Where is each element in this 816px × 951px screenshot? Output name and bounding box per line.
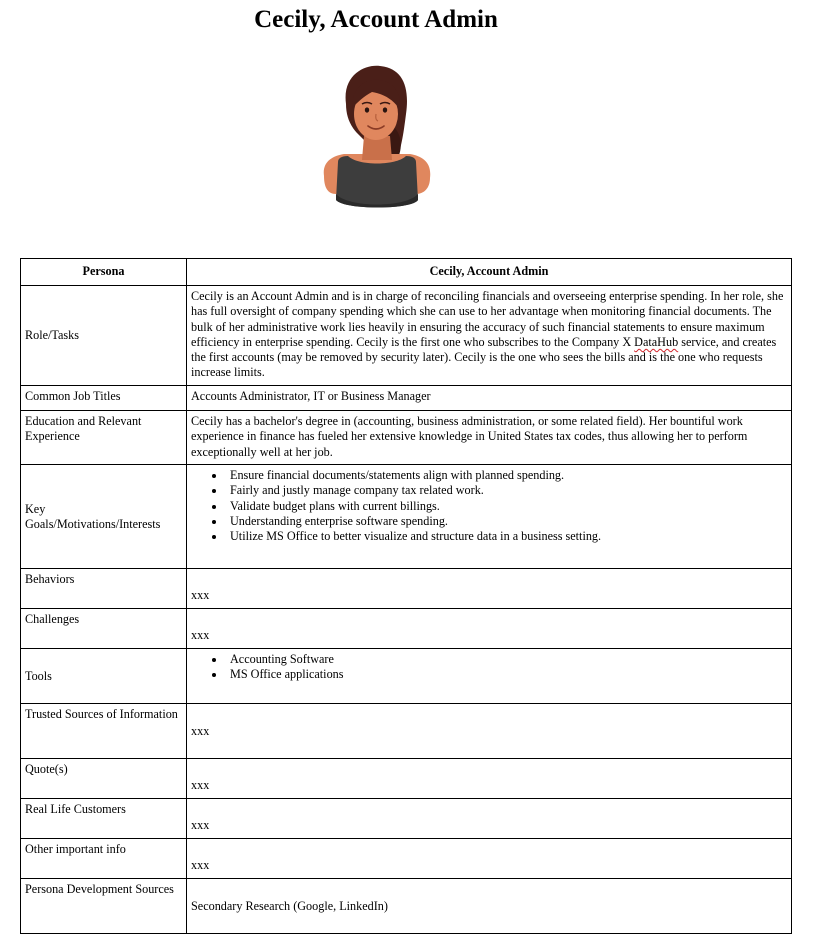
row-label: Behaviors (21, 569, 187, 609)
row-dev-sources (21, 879, 792, 934)
row-other-info (21, 839, 792, 879)
row-education (21, 411, 792, 465)
row-role-tasks (21, 286, 792, 386)
goals-list (191, 468, 787, 544)
row-value: xxx (187, 799, 792, 839)
list-item: • Fairly and justly manage company tax related work. (226, 483, 787, 498)
header-value-cell: Cecily, Account Admin (187, 259, 792, 286)
list-item: • Ensure financial documents/statements align with planned spending. (226, 468, 787, 483)
row-value: xxx (187, 569, 792, 609)
list-item: • Understanding enterprise software spending. (226, 514, 787, 529)
header-label-cell: Persona (21, 259, 187, 286)
row-value: xxx (187, 609, 792, 649)
row-value: Accounts Administrator, IT or Business Manager (187, 386, 792, 411)
row-label: Tools (21, 649, 187, 704)
row-label: Persona Development Sources (21, 879, 187, 934)
row-label: Quote(s) (21, 759, 187, 799)
row-challenges (21, 609, 792, 649)
row-value (187, 649, 792, 704)
row-value: xxx (187, 839, 792, 879)
row-quotes (21, 759, 792, 799)
row-label: Common Job Titles (21, 386, 187, 411)
avatar-eye-right (383, 107, 387, 112)
row-goals (21, 465, 792, 569)
spellcheck-flag: DataHub (634, 334, 679, 349)
row-label: Challenges (21, 609, 187, 649)
table-header-row (21, 259, 792, 286)
row-value: Secondary Research (Google, LinkedIn) (187, 879, 792, 934)
row-value (187, 465, 792, 569)
row-behaviors (21, 569, 792, 609)
row-label: Key Goals/Motivations/Interests (21, 465, 187, 569)
list-item: • MS Office applications (226, 667, 787, 682)
row-job-titles (21, 386, 792, 411)
row-value: Cecily has a bachelor's degree in (accounting, business administration, or some related field). Her bountiful work experience in finance has fueled her extensive knowledge in United States tax codes, thus allowing her to perform exceptionally well at her job. (187, 411, 792, 465)
row-value: xxx (187, 759, 792, 799)
row-customers (21, 799, 792, 839)
persona-avatar-illustration (318, 64, 434, 212)
row-label: Role/Tasks (21, 286, 187, 386)
avatar-eye-left (365, 107, 369, 112)
row-tools (21, 649, 792, 704)
list-item: • Accounting Software (226, 652, 787, 667)
row-trusted-sources (21, 704, 792, 759)
tools-list (191, 652, 787, 683)
row-label: Trusted Sources of Information (21, 704, 187, 759)
list-item: • Validate budget plans with current billings. (226, 499, 787, 514)
list-item: • Utilize MS Office to better visualize and structure data in a business setting. (226, 529, 787, 544)
avatar-shirt (336, 156, 418, 208)
row-label: Real Life Customers (21, 799, 187, 839)
row-label: Education and Relevant Experience (21, 411, 187, 465)
document-title: Cecily, Account Admin (254, 6, 498, 33)
persona-table (20, 258, 792, 934)
row-value: xxx (187, 704, 792, 759)
row-value: Cecily is an Account Admin and is in charge of reconciling financials and overseeing enterprise spending. In her role, she has full oversight of company spending which she can use to her advantage when monitoring financial documents. The bulk of her administrative work lies heavily in ensuring the accuracy of such financial statements to ensure maximum efficiency in enterprise spending. Cecily is the first one who subscribes to the Company X DataHub service, and creates the first accounts (may be removed by security later). Cecily is the one who sees the bills and is the one who requests increase limits. (187, 286, 792, 386)
row-label: Other important info (21, 839, 187, 879)
